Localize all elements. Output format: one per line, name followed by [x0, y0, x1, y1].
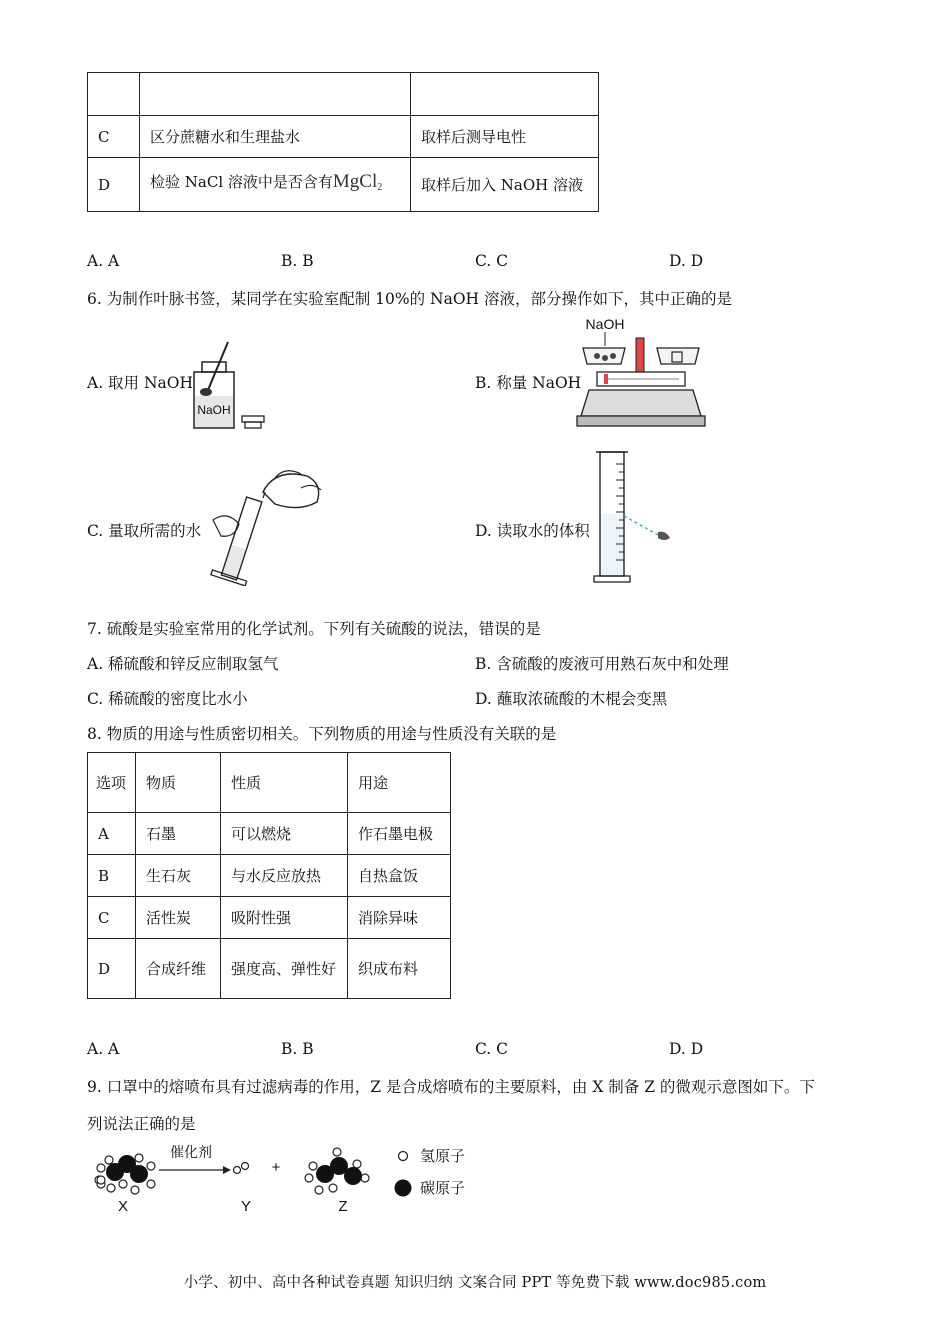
table-row — [88, 813, 451, 855]
legend-carbon: 碳原子 — [420, 1180, 466, 1197]
hydrogen-atom-icon — [399, 1152, 408, 1161]
plus-sign: + — [271, 1159, 281, 1176]
mgcl2-formula — [333, 171, 382, 192]
label-z: Z — [338, 1198, 348, 1215]
formula-text: MgCl — [332, 170, 378, 192]
legend-hydrogen: 氢原子 — [420, 1148, 466, 1165]
table-cell — [88, 73, 140, 116]
q9-stem-line2: 列说法正确的是 — [87, 1115, 196, 1133]
table-row — [88, 116, 599, 158]
arrow-label: 催化剂 — [170, 1144, 212, 1160]
table-cell: 可以燃烧 — [221, 813, 348, 855]
q8-option-c[interactable]: C. C — [475, 1040, 509, 1058]
page-footer: 小学、初中、高中各种试卷真题 知识归纳 文案合同 PPT 等免费下载 www.doc985.com — [183, 1275, 767, 1291]
table-cell: B — [88, 855, 136, 897]
table-row — [88, 73, 599, 116]
table-cell: 区分蔗糖水和生理盐水 — [140, 116, 411, 158]
q5-option-b[interactable]: B. B — [281, 252, 314, 270]
header-cell: 用途 — [348, 753, 451, 813]
header-cell: 选项 — [88, 753, 136, 813]
reagent-bottle-icon — [190, 340, 270, 432]
q8-option-b[interactable]: B. B — [281, 1040, 314, 1058]
header-cell: 物质 — [136, 753, 221, 813]
q5-option-a[interactable]: A. A — [87, 252, 120, 270]
table-cell: D — [88, 158, 140, 212]
formula-subscript: 2 — [377, 181, 383, 193]
q9-stem-line1: 9. 口罩中的熔喷布具有过滤病毒的作用，Z 是合成熔喷布的主要原料，由 X 制备 Z 的微观示意图如下。下 — [87, 1078, 815, 1096]
carbon-atom-icon — [395, 1180, 412, 1197]
table-cell: 强度高、弹性好 — [221, 939, 348, 999]
balance-icon — [575, 312, 715, 430]
table-row — [88, 897, 451, 939]
header-cell: 性质 — [221, 753, 348, 813]
q6-option-c[interactable]: C. 量取所需的水 — [87, 522, 202, 540]
reaction-diagram — [87, 1140, 487, 1216]
property-usage-table — [87, 752, 451, 999]
table-cell: 自热盒饭 — [348, 855, 451, 897]
q6-option-a[interactable]: A. 取用 NaOH — [87, 374, 194, 392]
experiment-table — [87, 72, 599, 212]
table-cell: 石墨 — [136, 813, 221, 855]
table-cell — [140, 158, 411, 212]
q8-option-a[interactable]: A. A — [87, 1040, 120, 1058]
table-cell: A — [88, 813, 136, 855]
molecule-x-icon — [95, 1154, 155, 1194]
table-cell: C — [88, 897, 136, 939]
table-cell: 生石灰 — [136, 855, 221, 897]
table-cell: 消除异味 — [348, 897, 451, 939]
bottle-label: NaOH — [197, 403, 231, 417]
table-row — [88, 939, 451, 999]
table-cell: C — [88, 116, 140, 158]
table-cell: D — [88, 939, 136, 999]
table-cell: 吸附性强 — [221, 897, 348, 939]
table-cell: 取样后加入 NaOH 溶液 — [411, 158, 599, 212]
q7-option-d[interactable]: D. 蘸取浓硫酸的木棍会变黑 — [475, 690, 668, 708]
molecule-y-icon — [234, 1163, 249, 1174]
q5-option-c[interactable]: C. C — [475, 252, 509, 270]
q7-stem: 7. 硫酸是实验室常用的化学试剂。下列有关硫酸的说法，错误的是 — [87, 620, 541, 638]
table-cell: 活性炭 — [136, 897, 221, 939]
table-header-row — [88, 753, 451, 813]
table-cell — [140, 73, 411, 116]
q7-option-b[interactable]: B. 含硫酸的废液可用熟石灰中和处理 — [475, 655, 729, 673]
q7-option-c[interactable]: C. 稀硫酸的密度比水小 — [87, 690, 248, 708]
table-row — [88, 158, 599, 212]
table-cell: 取样后测导电性 — [411, 116, 599, 158]
q5-option-d[interactable]: D. D — [669, 252, 704, 270]
table-cell: 作石墨电极 — [348, 813, 451, 855]
q8-stem: 8. 物质的用途与性质密切相关。下列物质的用途与性质没有关联的是 — [87, 725, 557, 743]
label-x: X — [117, 1198, 129, 1215]
balance-label: NaOH — [585, 316, 625, 332]
table-cell: 与水反应放热 — [221, 855, 348, 897]
q6-option-b[interactable]: B. 称量 NaOH — [475, 374, 582, 392]
q6-stem: 6. 为制作叶脉书签，某同学在实验室配制 10%的 NaOH 溶液，部分操作如下，其中正确的是 — [87, 290, 732, 308]
q8-option-d[interactable]: D. D — [669, 1040, 704, 1058]
molecule-z-icon — [305, 1148, 369, 1194]
pouring-water-icon — [205, 458, 335, 586]
cell-text: 检验 NaCl 溶液中是否含有 — [150, 172, 333, 191]
table-cell — [411, 73, 599, 116]
table-cell: 织成布料 — [348, 939, 451, 999]
table-cell: 合成纤维 — [136, 939, 221, 999]
q7-option-a[interactable]: A. 稀硫酸和锌反应制取氢气 — [87, 655, 279, 673]
q6-option-d[interactable]: D. 读取水的体积 — [475, 522, 590, 540]
graduated-cylinder-icon — [590, 450, 690, 586]
label-y: Y — [240, 1198, 252, 1215]
table-row — [88, 855, 451, 897]
